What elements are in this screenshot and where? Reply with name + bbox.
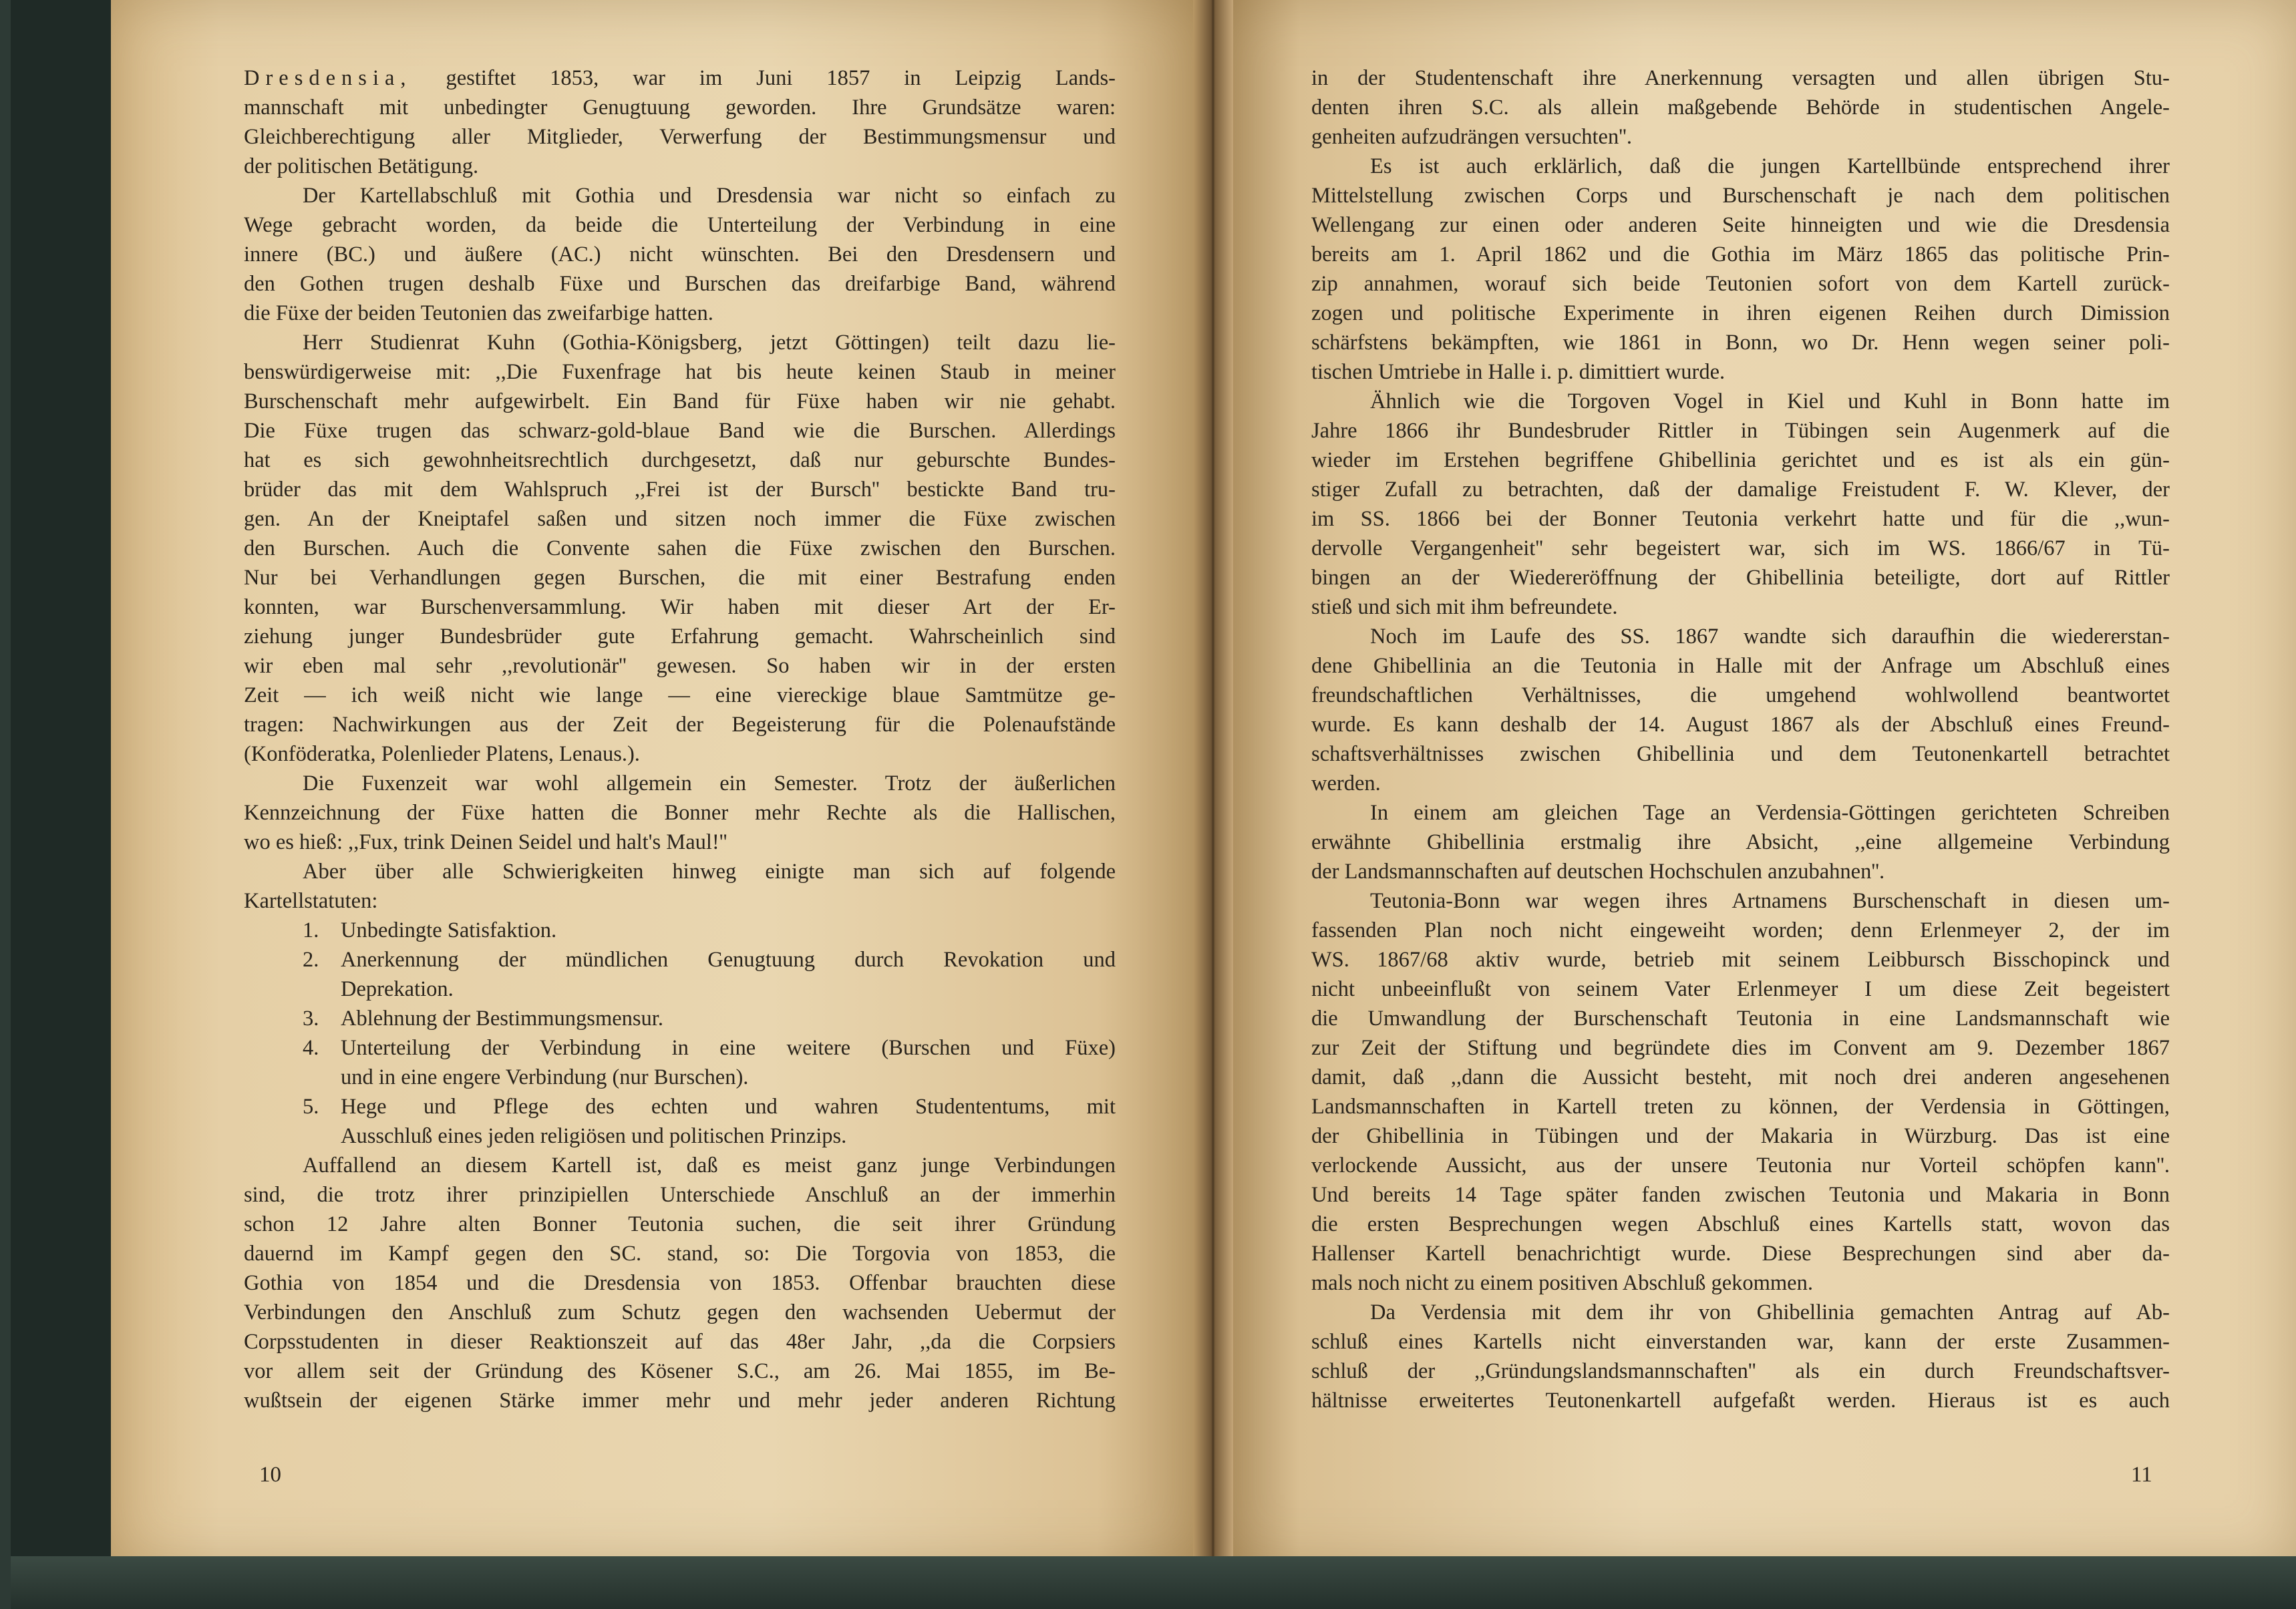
- text-line: gen. An der Kneiptafel saßen und sitzen noch immer die Füxe zwischen: [244, 507, 1116, 531]
- text-line: Gothia von 1854 und die Dresdensia von 1853. Offenbar brauchten diese: [244, 1271, 1116, 1295]
- text-line: bingen an der Wiedereröffnung der Ghibellinia beteiligte, dort auf Rittler: [1311, 566, 2170, 590]
- line-remainder: gestiftet 1853, war im Juni 1857 in Leipzig Lands-: [412, 66, 1116, 90]
- statute-item: [244, 1033, 1116, 1063]
- statute-number: 4.: [303, 1036, 319, 1060]
- text-line: die Füxe der beiden Teutonien das zweifarbige hatten.: [244, 301, 713, 325]
- text-line: Zeit — ich weiß nicht wie lange — eine viereckige blaue Samtmütze ge-: [244, 683, 1116, 707]
- text-line: sind, die trotz ihrer prinzipiellen Unterschiede Anschluß an der immerhin: [244, 1183, 1116, 1207]
- text-line: Es ist auch erklärlich, daß die jungen Kartellbünde entsprechend ihrer: [1370, 154, 2170, 178]
- text-line: brüder das mit dem Wahlspruch ,,Frei ist der Bursch'' bestickte Band tru-: [244, 478, 1116, 502]
- text-line: zip annahmen, worauf sich beide Teutonien sofort von dem Kartell zurück-: [1311, 272, 2170, 296]
- statute-number: 1.: [303, 918, 319, 942]
- statute-text: Ausschluß eines jeden religiösen und politischen Prinzips.: [341, 1124, 847, 1148]
- text-line: Und bereits 14 Tage später fanden zwischen Teutonia und Makaria in Bonn: [1311, 1183, 2170, 1207]
- text-line: damit, daß ,,dann die Aussicht besteht, mit noch drei anderen angesehenen: [1311, 1065, 2170, 1089]
- text-line: hältnisse erweitertes Teutonenkartell aufgefaßt werden. Hieraus ist es auch: [1311, 1389, 2170, 1413]
- text-line: Verbindungen den Anschluß zum Schutz gegen den wachsenden Uebermut der: [244, 1300, 1116, 1324]
- text-line: schon 12 Jahre alten Bonner Teutonia suchen, die seit ihrer Gründung: [244, 1212, 1116, 1236]
- text-line: wußtsein der eigenen Stärke immer mehr und mehr jeder anderen Richtung: [244, 1389, 1116, 1413]
- text-line: bereits am 1. April 1862 und die Gothia im März 1865 das politische Prin-: [1311, 242, 2170, 266]
- statute-text: Unterteilung der Verbindung in eine weitere (Burschen und Füxe): [341, 1036, 1116, 1060]
- text-line: den Burschen. Auch die Convente sahen die Füxe zwischen den Burschen.: [244, 536, 1116, 560]
- text-line: Gleichberechtigung aller Mitglieder, Verwerfung der Bestimmungsmensur und: [244, 125, 1116, 149]
- statute-text: Unbedingte Satisfaktion.: [341, 918, 557, 942]
- text-line: denten ihren S.C. als allein maßgebende Behörde in studentischen Angele-: [1311, 96, 2170, 120]
- text-line: stiger Zufall zu betrachten, daß der damalige Freistudent F. W. Klever, der: [1311, 478, 2170, 502]
- text-line: freundschaftlichen Verhältnisses, die umgehend wohlwollend beantwortet: [1311, 683, 2170, 707]
- book-gutter: [1193, 0, 1233, 1566]
- text-line: Kennzeichnung der Füxe hatten die Bonner mehr Rechte als die Hallischen,: [244, 801, 1116, 825]
- text-line: tischen Umtriebe in Halle i. p. dimittiert wurde.: [1311, 360, 1726, 384]
- left-page-text: [244, 63, 1116, 1415]
- text-line: Noch im Laufe des SS. 1867 wandte sich daraufhin die wiedererstan-: [1370, 624, 2170, 649]
- text-line: genheiten aufzudrängen versuchten''.: [1311, 125, 1633, 149]
- statute-text: Hege und Pflege des echten und wahren Studententums, mit: [341, 1095, 1116, 1119]
- statute-item: [244, 1092, 1116, 1121]
- text-line: (Konföderatka, Polenlieder Platens, Lenaus.).: [244, 742, 640, 766]
- text-line: Ähnlich wie die Torgoven Vogel in Kiel und Kuhl in Bonn hatte im: [1370, 389, 2170, 413]
- text-line: in der Studentenschaft ihre Anerkennung versagten und allen übrigen Stu-: [1311, 66, 2170, 90]
- text-line: erwähnte Ghibellinia erstmalig ihre Absicht, ,,eine allgemeine Verbindung: [1311, 830, 2170, 854]
- text-line: hat es sich gewohnheitsrechtlich durchgesetzt, daß nur geburschte Bundes-: [244, 448, 1116, 472]
- statute-item: [244, 916, 1116, 945]
- text-line: den Gothen trugen deshalb Füxe und Burschen das dreifarbige Band, während: [244, 272, 1116, 296]
- statute-text: und in eine engere Verbindung (nur Burschen).: [341, 1065, 749, 1089]
- statute-item: [244, 974, 1116, 1004]
- right-page-text: [1311, 63, 2170, 1415]
- text-line: konnten, war Burschenversammlung. Wir haben mit dieser Art der Er-: [244, 595, 1116, 619]
- text-line: Die Füxe trugen das schwarz-gold-blaue Band wie die Burschen. Allerdings: [244, 419, 1116, 443]
- text-line: innere (BC.) und äußere (AC.) nicht wünschten. Bei den Dresdensern und: [244, 242, 1116, 266]
- statute-number: 2.: [303, 948, 319, 972]
- text-line: wieder im Erstehen begriffene Ghibellinia gerichtet und es ist als ein gün-: [1311, 448, 2170, 472]
- text-line: die ersten Besprechungen wegen Abschluß eines Kartells statt, wovon das: [1311, 1212, 2170, 1236]
- statute-text: Deprekation.: [341, 977, 454, 1001]
- text-line: ziehung junger Bundesbrüder gute Erfahrung gemacht. Wahrscheinlich sind: [244, 624, 1116, 649]
- text-line: verlockende Aussicht, aus der unsere Teutonia nur Vorteil schöpfen kann''.: [1311, 1153, 2170, 1178]
- text-line: stieß und sich mit ihm befreundete.: [1311, 595, 1618, 619]
- text-line: Herr Studienrat Kuhn (Gothia-Königsberg, jetzt Göttingen) teilt dazu lie-: [303, 331, 1116, 355]
- text-line: der Landsmannschaften auf deutschen Hochschulen anzubahnen''.: [1311, 860, 1885, 884]
- text-line: schärfstens bekämpften, wie 1861 in Bonn, wo Dr. Henn wegen seiner poli-: [1311, 331, 2170, 355]
- statute-item: [244, 1121, 1116, 1151]
- text-line: Da Verdensia mit dem ihr von Ghibellinia gemachten Antrag auf Ab-: [1370, 1300, 2170, 1324]
- page-number-left: 10: [259, 1463, 281, 1487]
- statute-item: [244, 945, 1116, 974]
- text-line: dauernd im Kampf gegen den SC. stand, so: Die Torgovia von 1853, die: [244, 1242, 1116, 1266]
- text-line: Auffallend an diesem Kartell ist, daß es meist ganz junge Verbindungen: [303, 1153, 1116, 1178]
- text-line: der politischen Betätigung.: [244, 154, 479, 178]
- text-line: mals noch nicht zu einem positiven Abschluß gekommen.: [1311, 1271, 1813, 1295]
- text-line: nicht unbeeinflußt von seinem Vater Erlenmeyer I um diese Zeit begeistert: [1311, 977, 2170, 1001]
- text-line: Corpsstudenten in dieser Reaktionszeit auf das 48er Jahr, ,,da die Corpsiers: [244, 1330, 1116, 1354]
- text-line: wurde. Es kann deshalb der 14. August 1867 als der Abschluß eines Freund-: [1311, 713, 2170, 737]
- text-line: dervolle Vergangenheit'' sehr begeistert war, sich im WS. 1866/67 in Tü-: [1311, 536, 2170, 560]
- text-line: die Umwandlung der Burschenschaft Teutonia in eine Landsmannschaft wie: [1311, 1007, 2170, 1031]
- text-line: werden.: [1311, 771, 1381, 795]
- text-line: Burschenschaft mehr aufgewirbelt. Ein Band für Füxe haben wir nie gehabt.: [244, 389, 1116, 413]
- book-cover-edge: [11, 1556, 2296, 1609]
- text-line: tragen: Nachwirkungen aus der Zeit der Begeisterung für die Polenaufstände: [244, 713, 1116, 737]
- page-number-right: 11: [2131, 1463, 2152, 1487]
- text-line: Landsmannschaften in Kartell treten zu können, der Verdensia in Göttingen,: [1311, 1095, 2170, 1119]
- statute-text: Anerkennung der mündlichen Genugtuung durch Revokation und: [341, 948, 1116, 972]
- text-line: Nur bei Verhandlungen gegen Burschen, die mit einer Bestrafung enden: [244, 566, 1116, 590]
- text-line: Kartellstatuten:: [244, 889, 378, 913]
- text-line: Der Kartellabschluß mit Gothia und Dresdensia war nicht so einfach zu: [303, 184, 1116, 208]
- text-line: dene Ghibellinia an die Teutonia in Halle mit der Anfrage um Abschluß eines: [1311, 654, 2170, 678]
- text-line: Wege gebracht worden, da beide die Unterteilung der Verbindung in eine: [244, 213, 1116, 237]
- text-line: der Ghibellinia in Tübingen und der Makaria in Würzburg. Das ist eine: [1311, 1124, 2170, 1148]
- text-line: zogen und politische Experimente in ihren eigenen Reihen durch Dimission: [1311, 301, 2170, 325]
- text-line: im SS. 1866 bei der Bonner Teutonia verkehrt hatte und für die ,,wun-: [1311, 507, 2170, 531]
- text-line: schluß der ,,Gründungslandsmannschaften'' als ein durch Freundschaftsver-: [1311, 1359, 2170, 1383]
- text-line: wo es hieß: ,,Fux, trink Deinen Seidel und halt's Maul!'': [244, 830, 727, 854]
- statute-number: 5.: [303, 1095, 319, 1119]
- statute-item: [244, 1004, 1116, 1033]
- text-line: Mittelstellung zwischen Corps und Burschenschaft je nach dem politischen: [1311, 184, 2170, 208]
- text-line: Hallenser Kartell benachrichtigt wurde. Diese Besprechungen sind aber da-: [1311, 1242, 2170, 1266]
- spaced-heading-word: Dresdensia,: [244, 66, 412, 90]
- text-line: mannschaft mit unbedingter Genugtuung geworden. Ihre Grundsätze waren:: [244, 96, 1116, 120]
- text-line: Jahre 1866 ihr Bundesbruder Rittler in Tübingen sein Augenmerk auf die: [1311, 419, 2170, 443]
- text-line: WS. 1867/68 aktiv wurde, betrieb mit seinem Leibbursch Bisschopinck und: [1311, 948, 2170, 972]
- text-line: schaftsverhältnisses zwischen Ghibellinia und dem Teutonenkartell betrachtet: [1311, 742, 2170, 766]
- text-line: Wellengang zur einen oder anderen Seite hinneigten und wie die Dresdensia: [1311, 213, 2170, 237]
- text-line: [244, 63, 1116, 93]
- statute-item: [244, 1063, 1116, 1092]
- text-line: Teutonia-Bonn war wegen ihres Artnamens Burschenschaft in diesen um-: [1370, 889, 2170, 913]
- text-line: Die Fuxenzeit war wohl allgemein ein Semester. Trotz der äußerlichen: [303, 771, 1116, 795]
- text-line: zur Zeit der Stiftung und begründete dies im Convent am 9. Dezember 1867: [1311, 1036, 2170, 1060]
- text-line: schluß eines Kartells nicht einverstanden war, kann der erste Zusammen-: [1311, 1330, 2170, 1354]
- statute-number: 3.: [303, 1007, 319, 1031]
- text-line: wir eben mal sehr ,,revolutionär'' gewesen. So haben wir in der ersten: [244, 654, 1116, 678]
- text-line: In einem am gleichen Tage an Verdensia-Göttingen gerichteten Schreiben: [1370, 801, 2170, 825]
- statute-text: Ablehnung der Bestimmungsmensur.: [341, 1007, 663, 1031]
- text-line: benswürdigerweise mit: ,,Die Fuxenfrage hat bis heute keinen Staub in meiner: [244, 360, 1116, 384]
- text-line: Aber über alle Schwierigkeiten hinweg einigte man sich auf folgende: [303, 860, 1116, 884]
- text-line: vor allem seit der Gründung des Kösener S.C., am 26. Mai 1855, im Be-: [244, 1359, 1116, 1383]
- text-line: fassenden Plan noch nicht eingeweiht worden; denn Erlenmeyer 2, der im: [1311, 918, 2170, 942]
